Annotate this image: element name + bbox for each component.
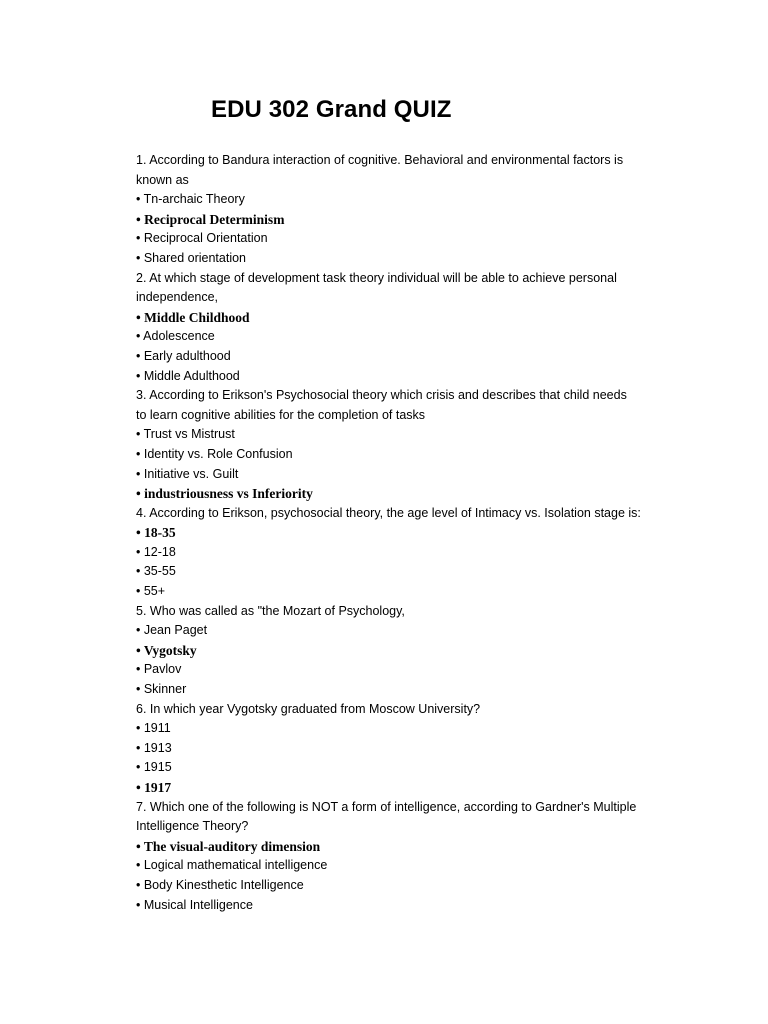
answer-option: • Body Kinesthetic Intelligence — [136, 877, 304, 892]
answer-option: • Initiative vs. Guilt — [136, 466, 239, 481]
answer-option: • Shared orientation — [136, 250, 247, 265]
answer-option-correct: • 18-35 — [136, 525, 176, 541]
answer-option: • 35-55 — [136, 564, 176, 579]
answer-option: • Reciprocal Orientation — [136, 231, 268, 246]
question-text: 6. In which year Vygotsky graduated from Moscow University? — [136, 701, 481, 716]
question-text: 4. According to Erikson, psychosocial theory, the age level of Intimacy vs. Isolation stage is: — [136, 505, 641, 520]
answer-option: • Skinner — [136, 682, 187, 697]
answer-option: • Identity vs. Role Confusion — [136, 446, 293, 461]
question-text-continued: to learn cognitive abilities for the completion of tasks — [136, 407, 426, 422]
answer-option: • Middle Adulthood — [136, 368, 240, 383]
answer-option: • Trust vs Mistrust — [136, 427, 235, 442]
answer-option: • Pavlov — [136, 662, 182, 677]
answer-option: • Jean Paget — [136, 623, 208, 638]
question-text: 3. According to Erikson's Psychosocial theory which crisis and describes that child needs — [136, 388, 627, 403]
answer-option-correct: • 1917 — [136, 780, 172, 795]
question-text: 1. According to Bandura interaction of cognitive. Behavioral and environmental factors is known as — [136, 153, 624, 187]
answer-option: • 12-18 — [136, 544, 176, 559]
answer-option: • 1911 — [136, 721, 171, 736]
answer-option-correct: • Middle Childhood — [136, 309, 250, 325]
answer-option: • Musical Intelligence — [136, 897, 253, 912]
answer-option: • Early adulthood — [136, 348, 231, 363]
answer-option: • 1913 — [136, 740, 172, 755]
quiz-content — [136, 151, 646, 915]
answer-option: • 1915 — [136, 760, 172, 775]
answer-option-correct: • industriousness vs Inferiority — [136, 486, 313, 502]
page-title: EDU 302 Grand QUIZ — [211, 96, 452, 123]
answer-option-correct: • Reciprocal Determinism — [136, 211, 285, 227]
answer-option-correct: • The visual-auditory dimension — [136, 838, 321, 854]
question-text: 2. At which stage of development task theory individual will be able to achieve personal independence, — [136, 270, 617, 305]
question-text: 5. Who was called as "the Mozart of Psychology, — [136, 603, 405, 618]
answer-option: • Tn-archaic Theory — [136, 192, 245, 207]
question-text: 7. Which one of the following is NOT a form of intelligence, according to Gardner's Multiple Intelligence Theory? — [136, 799, 637, 834]
answer-option: • Logical mathematical intelligence — [136, 858, 328, 873]
answer-option-correct: • Vygotsky — [136, 642, 197, 658]
answer-option: • Adolescence — [136, 329, 215, 344]
answer-option: • 55+ — [136, 584, 166, 599]
